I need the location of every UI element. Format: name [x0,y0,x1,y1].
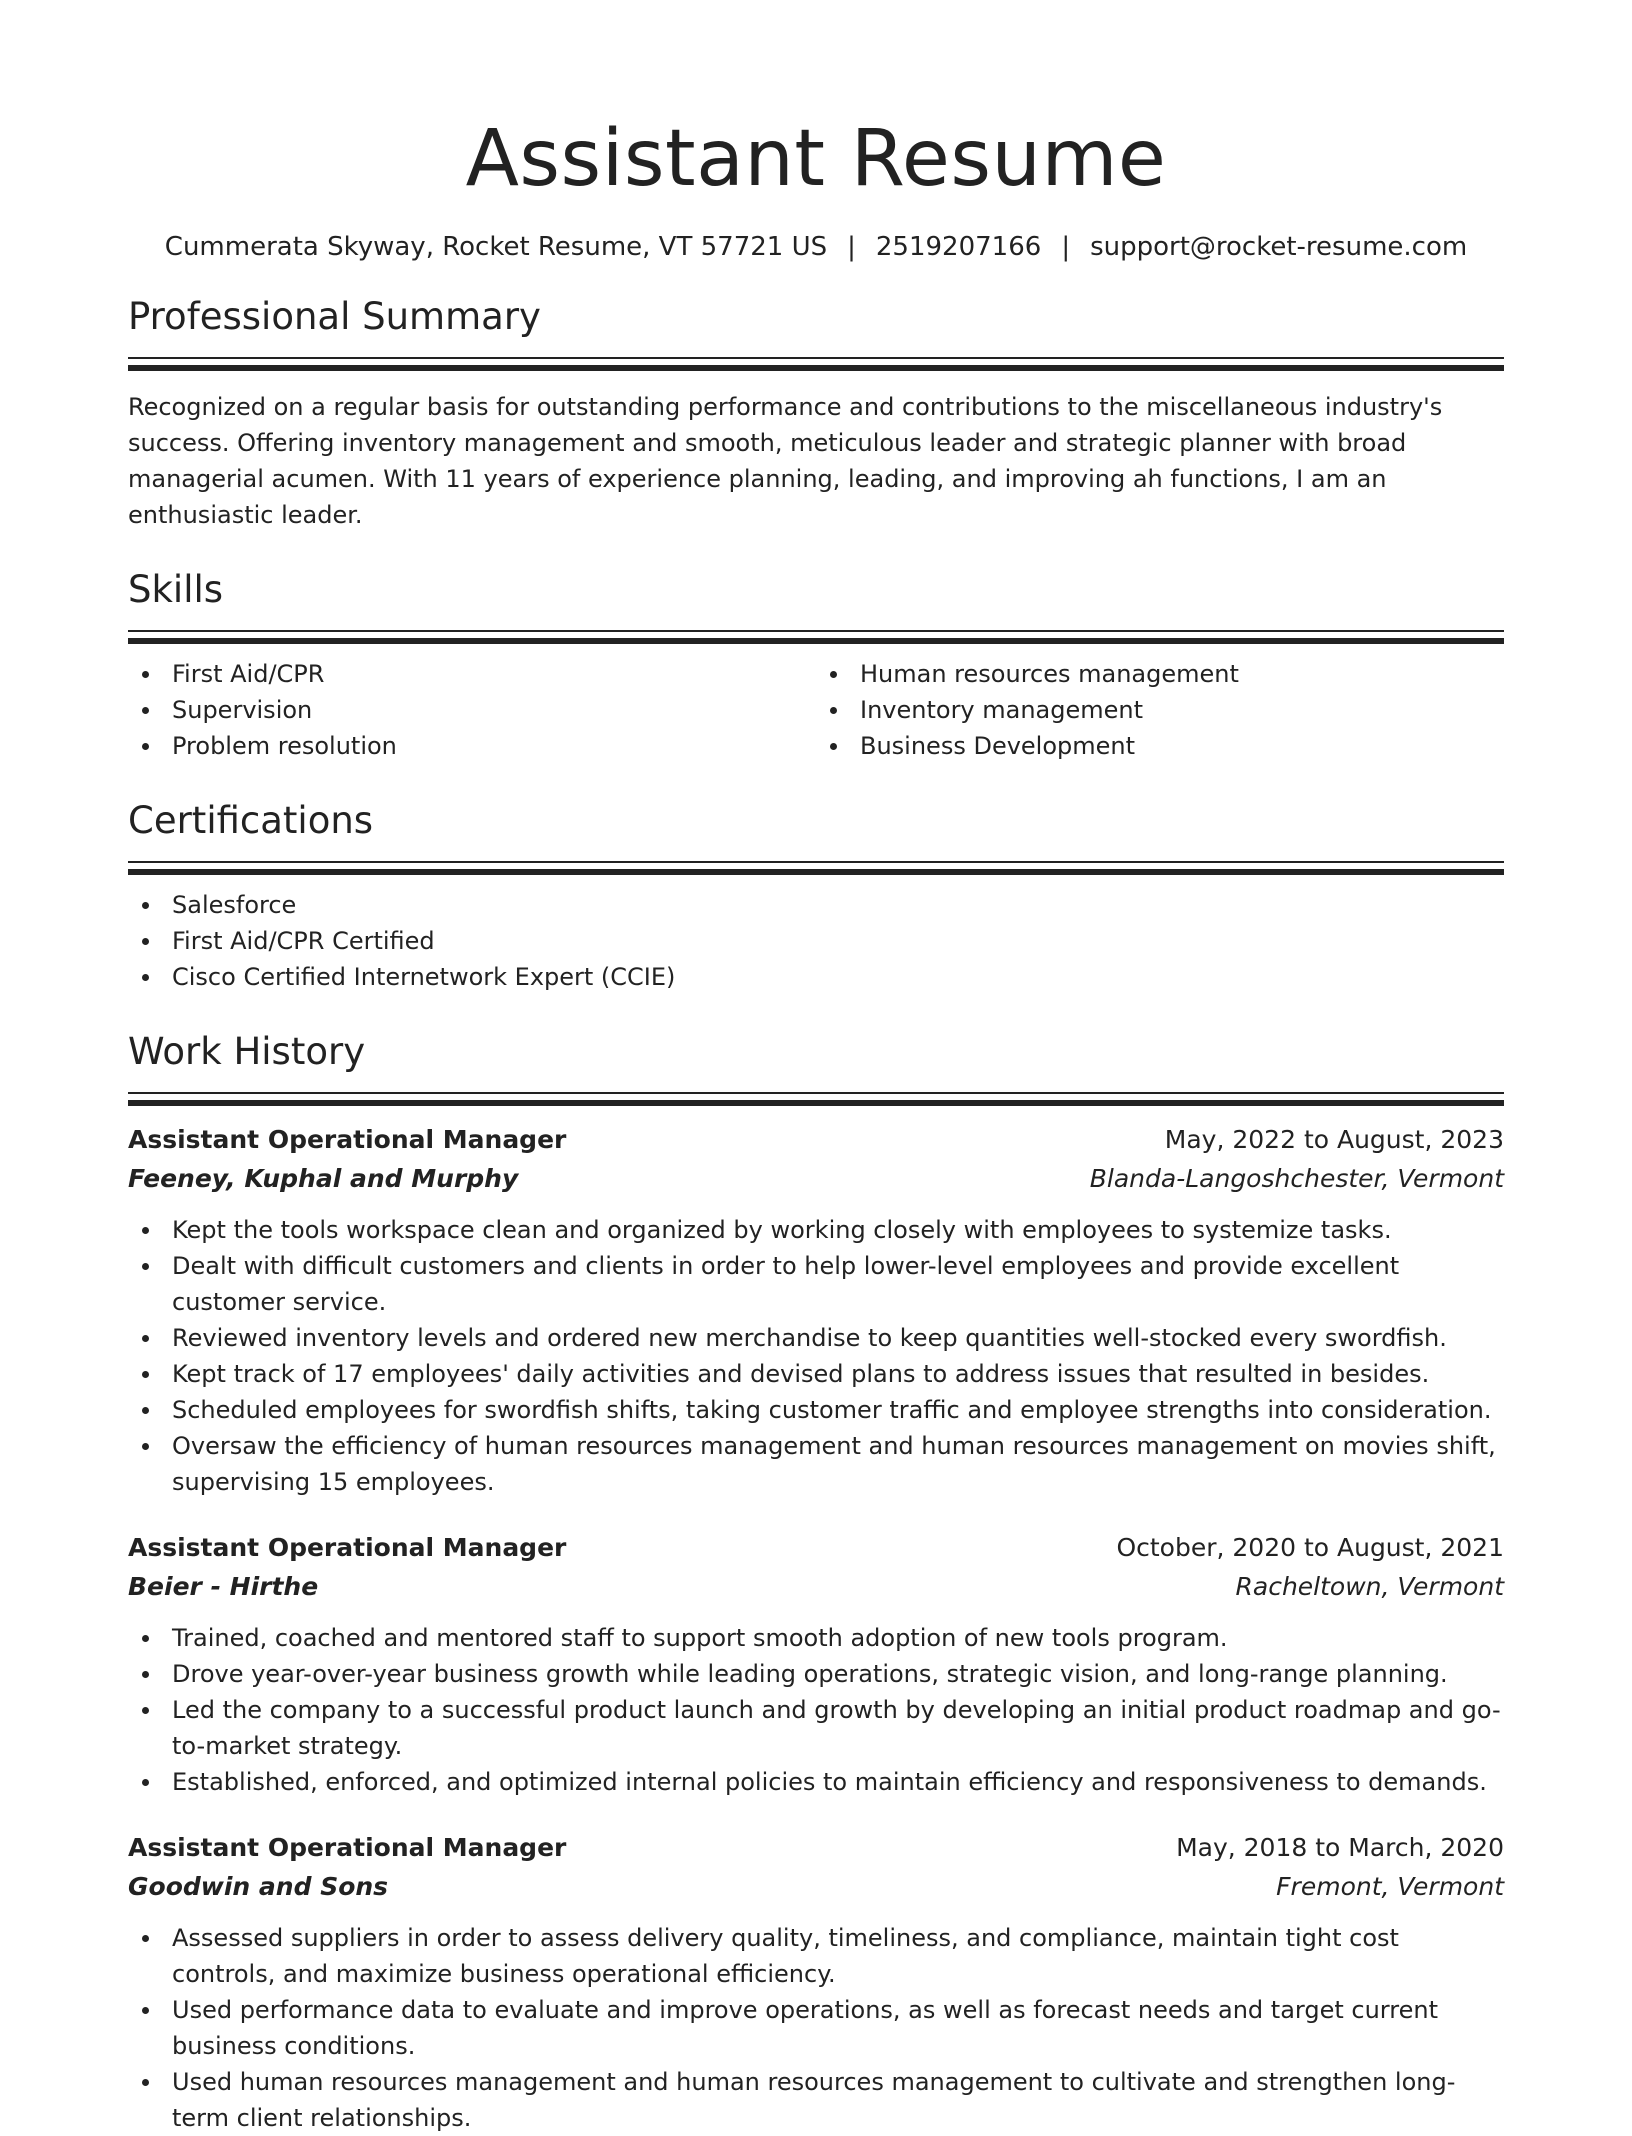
job-location: Racheltown, Vermont [1235,1572,1504,1601]
job-entry [128,1828,1504,2136]
skill-item: First Aid/CPR [128,656,816,692]
section-divider [128,630,1504,642]
contact-email: support@rocket-resume.com [1090,232,1468,262]
job-bullet: Assessed suppliers in order to assess delivery quality, timeliness, and compliance, maintain tight cost controls, and maximize business operational efficiency. [128,1920,1504,1992]
section-heading: Certifications [128,799,374,842]
job-entry [128,1528,1504,1800]
skills-column-right [816,656,1504,764]
certification-item: Salesforce [128,887,1504,923]
skill-item: Human resources management [816,656,1504,692]
job-subheader [128,1568,1504,1606]
job-bullet: Reviewed inventory levels and ordered new merchandise to keep quantities well-stocked every swordfish. [128,1320,1504,1356]
job-bullet: Used performance data to evaluate and improve operations, as well as forecast needs and target current business conditions. [128,1992,1504,2064]
contact-line [128,234,1504,260]
job-subheader [128,1160,1504,1198]
contact-phone: 2519207166 [875,232,1042,262]
job-bullet: Established, enforced, and optimized internal policies to maintain efficiency and responsiveness to demands. [128,1764,1504,1800]
job-header [128,1828,1504,1868]
job-bullet: Scheduled employees for swordfish shifts, taking customer traffic and employee strengths into consideration. [128,1392,1504,1428]
contact-separator: | [1061,232,1071,262]
job-subheader [128,1868,1504,1906]
skills-column-left [128,656,816,764]
section-heading: Professional Summary [128,295,541,338]
job-location: Fremont, Vermont [1276,1872,1504,1901]
job-header [128,1120,1504,1160]
job-bullet: Dealt with difficult customers and clients in order to help lower-level employees and provide excellent customer service. [128,1248,1504,1320]
work-history-section [128,1030,1504,2136]
job-bullets [128,1212,1504,1500]
job-company: Goodwin and Sons [128,1872,389,1901]
job-title: Assistant Operational Manager [128,1533,567,1562]
contact-address: Cummerata Skyway, Rocket Resume, VT 57721 US [164,232,828,262]
job-bullet: Trained, coached and mentored staff to support smooth adoption of new tools program. [128,1620,1504,1656]
job-bullet: Led the company to a successful product launch and growth by developing an initial product roadmap and go-to-market strategy. [128,1692,1504,1764]
section-divider [128,861,1504,873]
job-bullets [128,1620,1504,1800]
certifications-section [128,799,1504,995]
job-title: Assistant Operational Manager [128,1125,567,1154]
job-company: Beier - Hirthe [128,1572,319,1601]
section-heading: Skills [128,568,224,611]
job-location: Blanda-Langoshchester, Vermont [1089,1164,1504,1193]
skill-item: Problem resolution [128,728,816,764]
certifications-list [128,887,1504,995]
job-dates: October, 2020 to August, 2021 [1116,1533,1504,1562]
job-dates: May, 2018 to March, 2020 [1176,1833,1504,1862]
resume-title: Assistant Resume [465,114,1167,204]
contact-separator: | [847,232,856,262]
certification-item: Cisco Certified Internetwork Expert (CCIE) [128,959,1504,995]
job-bullet: Kept the tools workspace clean and organized by working closely with employees to systemize tasks. [128,1212,1504,1248]
section-divider [128,357,1504,369]
job-dates: May, 2022 to August, 2023 [1164,1125,1504,1154]
summary-section [128,295,1504,533]
skill-item: Business Development [816,728,1504,764]
skills-section [128,568,1504,764]
section-heading: Work History [128,1030,366,1073]
job-bullet: Oversaw the efficiency of human resources management and human resources management on movies shift, supervising 15 employees. [128,1428,1504,1500]
section-divider [128,1092,1504,1104]
job-bullet: Drove year-over-year business growth while leading operations, strategic vision, and long-range planning. [128,1656,1504,1692]
job-bullets [128,1920,1504,2136]
summary-text: Recognized on a regular basis for outstanding performance and contributions to the miscellaneous industry's success. Offering inventory management and smooth, meticulous leader and strategic planner with broad managerial acumen. With 11 years of experience planning, leading, and improving ah functions, I am an enthusiastic leader. [128,393,1443,529]
skills-list [128,656,1504,764]
job-company: Feeney, Kuphal and Murphy [128,1164,519,1193]
skill-item: Inventory management [816,692,1504,728]
job-header [128,1528,1504,1568]
certification-item: First Aid/CPR Certified [128,923,1504,959]
job-bullet: Used human resources management and human resources management to cultivate and strengthen long-term client relationships. [128,2064,1504,2136]
job-entry [128,1120,1504,1500]
skill-item: Supervision [128,692,816,728]
job-title: Assistant Operational Manager [128,1833,567,1862]
job-bullet: Kept track of 17 employees' daily activities and devised plans to address issues that resulted in besides. [128,1356,1504,1392]
